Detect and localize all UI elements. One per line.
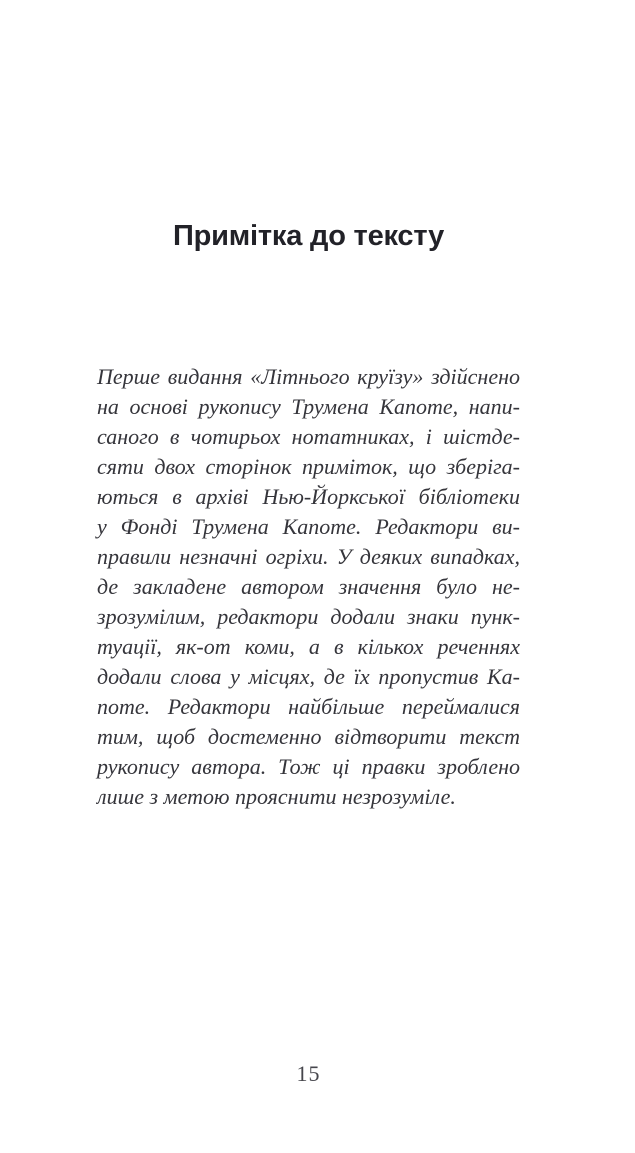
- body-line: на основі рукопису Трумена Капоте, напи-: [97, 394, 520, 419]
- body-line: у Фонді Трумена Капоте. Редактори ви-: [97, 514, 520, 539]
- note-paragraph: [97, 362, 520, 812]
- body-line: де закладене автором значення було не-: [97, 574, 520, 599]
- body-line: туації, як-от коми, а в кількох реченнях: [97, 634, 520, 659]
- page-number: 15: [296, 1061, 321, 1086]
- body-line: поте. Редактори найбільше переймалися: [97, 694, 520, 719]
- body-line: додали слова у місцях, де їх пропустив Ка-: [97, 664, 520, 689]
- body-line: Перше видання «Літнього круїзу» здійснено: [97, 364, 520, 389]
- body-line: правили незначні огріхи. У деяких випадках,: [97, 544, 520, 569]
- body-line: тим, щоб достеменно відтворити текст: [97, 724, 520, 749]
- body-line: сяти двох сторінок приміток, що зберіга-: [97, 454, 520, 479]
- body-line: лише з метою прояснити незрозуміле.: [97, 784, 456, 809]
- body-line: рукопису автора. Тож ці правки зроблено: [97, 754, 520, 779]
- body-line: ються в архіві Нью-Йоркської бібліотеки: [97, 484, 520, 509]
- section-title: Примітка до тексту: [172, 220, 445, 253]
- body-line: саного в чотирьох нотатниках, і шістде-: [97, 424, 520, 449]
- body-line: зрозумілим, редактори додали знаки пунк-: [97, 604, 520, 629]
